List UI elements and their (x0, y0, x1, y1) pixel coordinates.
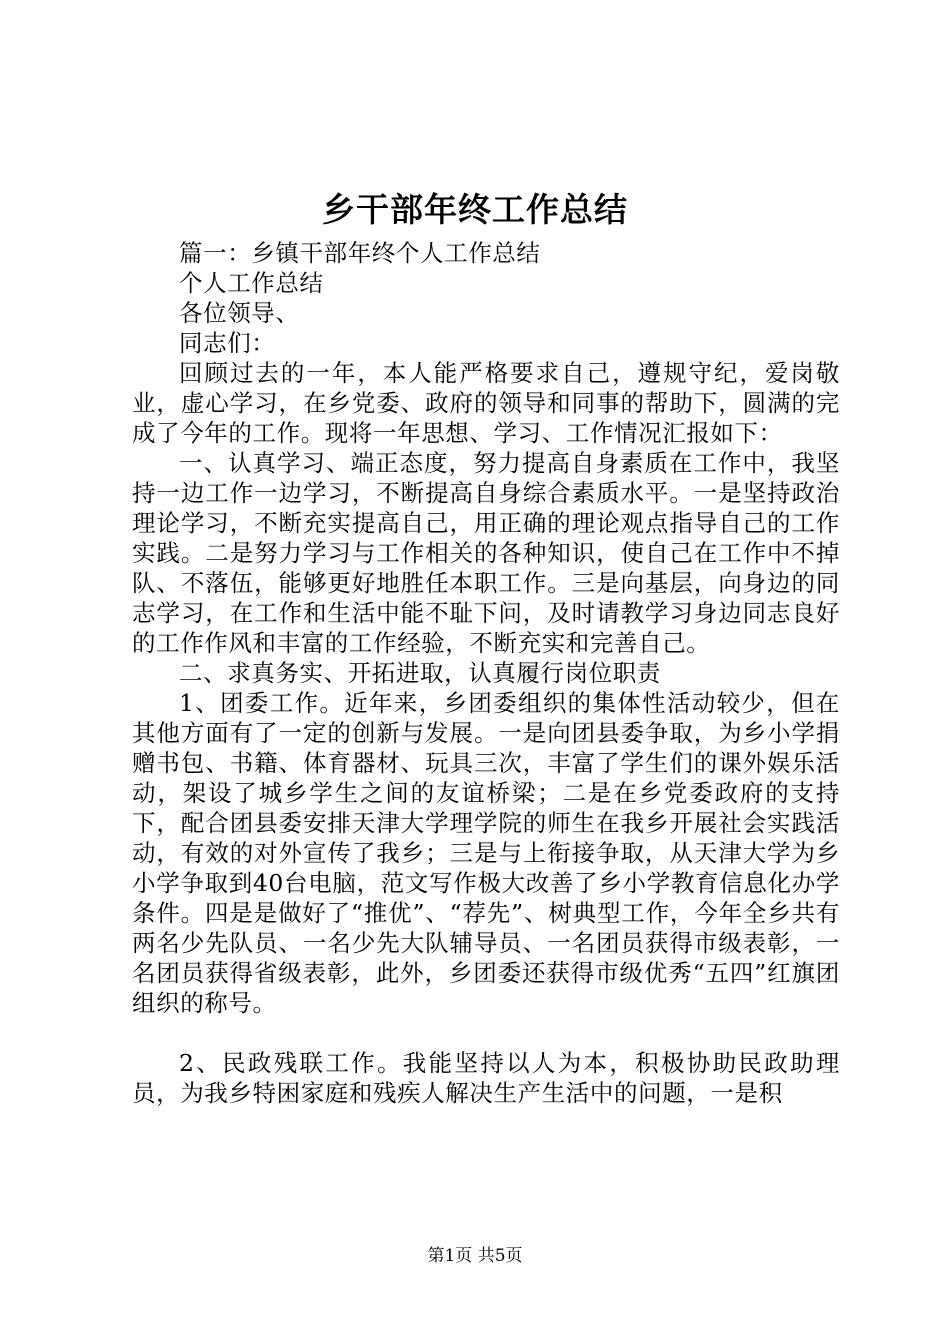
paragraph-civil-affairs: 2、民政残联工作。我能坚持以人为本，积极协助民政助理员，为我乡特困家庭和残疾人解决生产生活中的问题，一是积 (132, 1049, 840, 1107)
paragraph-subtitle: 个人工作总结 (179, 269, 324, 297)
paragraph-duties-heading: 二、求真务实、开拓进取，认真履行岗位职责 (179, 659, 661, 687)
paragraph-section-heading: 篇一：乡镇干部年终个人工作总结 (179, 239, 541, 267)
paragraph-salutation-comrades: 同志们： (179, 329, 276, 357)
paragraph-study: 一、认真学习、端正态度，努力提高自身素质在工作中，我坚持一边工作一边学习，不断提高自身综合素质水平。一是坚持政治理论学习，不断充实提高自己，用正确的理论观点指导自己的工作实践。二是努力学习与工作相关的各种知识，使自己在工作中不掉队、不落伍，能够更好地胜任本职工作。三是向基层，向身边的同志学习，在工作和生活中能不耻下问，及时请教学习身边同志良好的工作作风和丰富的工作经验，不断充实和完善自己。 (132, 449, 840, 657)
paragraph-review: 回顾过去的一年，本人能严格要求自己，遵规守纪，爱岗敬业，虚心学习，在乡党委、政府的领导和同事的帮助下，圆满的完成了今年的工作。现将一年思想、学习、工作情况汇报如下： (132, 359, 840, 447)
paragraph-blank (132, 1018, 840, 1048)
paragraph-youth-league: 1、团委工作。近年来，乡团委组织的集体性活动较少，但在其他方面有了一定的创新与发展。一是向团县委争取，为乡小学捐赠书包、书籍、体育器材、玩具三次，丰富了学生们的课外娱乐活动，架设了城乡学生之间的友谊桥梁；二是在乡党委政府的支持下，配合团县委安排天津大学理学院的师生在我乡开展社会实践活动，有效的对外宣传了我乡；三是与上衔接争取，从天津大学为乡小学争取到40台电脑，范文写作极大改善了乡小学教育信息化办学条件。四是是做好了“推优”、“荐先”、树典型工作，今年全乡共有两名少先队员、一名少先大队辅导员、一名团员获得市级表彰，一名团员获得省级表彰，此外，乡团委还获得市级优秀“五四”红旗团组织的称号。 (132, 689, 840, 1017)
paragraph-salutation-leaders: 各位领导、 (179, 299, 300, 327)
page-number: 第1页 共5页 (427, 1246, 523, 1266)
document-title: 乡干部年终工作总结 (322, 190, 628, 229)
document-body (132, 238, 840, 1108)
